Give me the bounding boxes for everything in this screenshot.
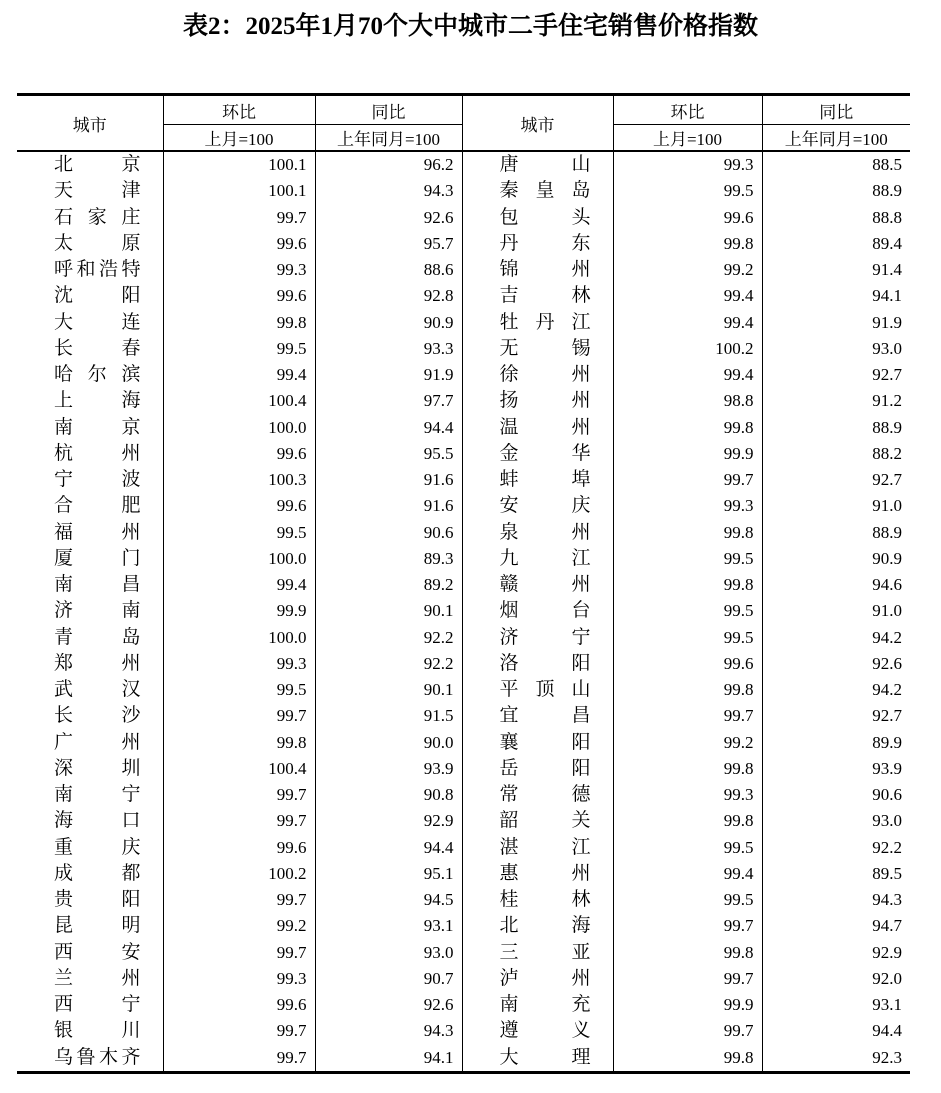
city-cell: 无锡	[462, 336, 613, 362]
yoy-value-cell: 93.1	[762, 992, 910, 1018]
yoy-value-cell: 88.6	[315, 257, 462, 283]
city-cell: 宜昌	[462, 703, 613, 729]
mom-value-cell: 99.6	[613, 651, 762, 677]
table-row	[17, 992, 910, 1018]
city-cell: 南京	[54, 416, 141, 438]
city-cell: 牡丹江	[462, 310, 613, 336]
mom-value-cell: 100.1	[163, 151, 315, 178]
city-cell: 长沙	[54, 705, 141, 727]
city-cell: 三亚	[462, 940, 613, 966]
mom-value-cell: 99.6	[163, 835, 315, 861]
yoy-value-cell: 91.4	[762, 257, 910, 283]
yoy-value-cell: 90.1	[315, 598, 462, 624]
mom-header-left: 环比	[163, 95, 315, 125]
mom-value-cell: 99.8	[613, 1045, 762, 1073]
city-cell: 重庆	[54, 836, 141, 858]
mom-value-cell: 99.7	[163, 1018, 315, 1044]
yoy-value-cell: 94.4	[315, 415, 462, 441]
mom-value-cell: 99.8	[613, 677, 762, 703]
yoy-value-cell: 92.6	[762, 651, 910, 677]
yoy-base-header-left: 上年同月=100	[315, 125, 462, 152]
yoy-value-cell: 91.9	[762, 310, 910, 336]
mom-value-cell: 99.5	[613, 887, 762, 913]
mom-value-cell: 99.8	[613, 940, 762, 966]
table-row	[17, 835, 910, 861]
city-cell: 西宁	[54, 994, 141, 1015]
mom-value-cell: 99.7	[613, 703, 762, 729]
mom-value-cell: 99.7	[613, 913, 762, 939]
yoy-value-cell: 93.3	[315, 336, 462, 362]
city-cell: 太原	[54, 232, 141, 254]
city-cell: 扬州	[462, 388, 613, 414]
mom-value-cell: 99.4	[163, 572, 315, 598]
table-row	[17, 467, 910, 493]
mom-value-cell: 99.4	[613, 861, 762, 887]
city-cell: 银川	[54, 1020, 141, 1042]
city-cell: 北海	[462, 913, 613, 939]
city-cell: 哈尔滨	[54, 364, 141, 385]
mom-value-cell: 99.7	[163, 205, 315, 231]
mom-value-cell: 100.0	[163, 415, 315, 441]
yoy-value-cell: 91.6	[315, 493, 462, 519]
yoy-header-left: 同比	[315, 95, 462, 125]
mom-value-cell: 99.9	[613, 441, 762, 467]
table-row	[17, 887, 910, 913]
city-cell: 济宁	[462, 625, 613, 651]
city-cell: 秦皇岛	[462, 178, 613, 204]
table-row	[17, 415, 910, 441]
yoy-value-cell: 88.9	[762, 520, 910, 546]
mom-value-cell: 99.8	[613, 231, 762, 257]
city-cell: 乌鲁木齐	[54, 1046, 141, 1068]
city-cell: 烟台	[462, 598, 613, 624]
mom-value-cell: 99.4	[613, 362, 762, 388]
city-cell: 唐山	[462, 151, 613, 178]
city-cell: 海口	[54, 810, 141, 832]
price-index-table	[17, 93, 910, 1074]
city-cell: 襄阳	[462, 730, 613, 756]
city-cell: 武汉	[54, 679, 141, 700]
city-header-right: 城市	[462, 95, 613, 152]
yoy-value-cell: 88.2	[762, 441, 910, 467]
city-cell: 锦州	[462, 257, 613, 283]
yoy-value-cell: 91.0	[762, 598, 910, 624]
city-cell: 郑州	[54, 652, 141, 674]
mom-base-header-left: 上月=100	[163, 125, 315, 152]
table-row	[17, 782, 910, 808]
city-cell: 贵阳	[54, 889, 141, 910]
mom-value-cell: 99.5	[613, 625, 762, 651]
table-row	[17, 940, 910, 966]
city-cell: 韶关	[462, 808, 613, 834]
city-cell: 常德	[462, 782, 613, 808]
mom-value-cell: 99.6	[163, 992, 315, 1018]
yoy-value-cell: 97.7	[315, 388, 462, 414]
yoy-value-cell: 90.6	[762, 782, 910, 808]
mom-value-cell: 99.8	[613, 808, 762, 834]
yoy-value-cell: 94.2	[762, 625, 910, 651]
mom-value-cell: 99.6	[163, 283, 315, 309]
table-row	[17, 493, 910, 519]
yoy-value-cell: 92.7	[762, 467, 910, 493]
city-cell: 九江	[462, 546, 613, 572]
yoy-value-cell: 94.7	[762, 913, 910, 939]
mom-value-cell: 99.2	[163, 913, 315, 939]
yoy-value-cell: 90.8	[315, 782, 462, 808]
table-row	[17, 362, 910, 388]
mom-value-cell: 99.6	[613, 205, 762, 231]
yoy-value-cell: 96.2	[315, 151, 462, 178]
mom-value-cell: 99.8	[613, 520, 762, 546]
yoy-value-cell: 93.1	[315, 913, 462, 939]
table-row	[17, 151, 910, 178]
table-row	[17, 310, 910, 336]
yoy-value-cell: 92.0	[762, 966, 910, 992]
mom-value-cell: 100.4	[163, 388, 315, 414]
yoy-value-cell: 95.7	[315, 231, 462, 257]
mom-value-cell: 100.0	[163, 625, 315, 651]
city-cell: 惠州	[462, 861, 613, 887]
yoy-value-cell: 90.7	[315, 966, 462, 992]
yoy-value-cell: 92.8	[315, 283, 462, 309]
table-row	[17, 231, 910, 257]
mom-value-cell: 99.4	[613, 283, 762, 309]
city-cell: 泸州	[462, 966, 613, 992]
table-header	[17, 95, 910, 152]
yoy-value-cell: 92.3	[762, 1045, 910, 1073]
mom-value-cell: 100.4	[163, 756, 315, 782]
mom-value-cell: 99.5	[613, 178, 762, 204]
city-cell: 深圳	[54, 757, 141, 779]
yoy-value-cell: 91.2	[762, 388, 910, 414]
city-cell: 遵义	[462, 1018, 613, 1044]
table-row	[17, 756, 910, 782]
mom-value-cell: 99.9	[613, 992, 762, 1018]
mom-value-cell: 100.1	[163, 178, 315, 204]
mom-value-cell: 100.2	[163, 861, 315, 887]
mom-value-cell: 99.3	[163, 257, 315, 283]
yoy-value-cell: 89.5	[762, 861, 910, 887]
page-title: 表2：2025年1月70个大中城市二手住宅销售价格指数	[182, 13, 758, 40]
yoy-value-cell: 92.9	[315, 808, 462, 834]
table-row	[17, 546, 910, 572]
city-cell: 包头	[462, 205, 613, 231]
yoy-value-cell: 89.2	[315, 572, 462, 598]
city-cell: 安庆	[462, 493, 613, 519]
city-cell: 蚌埠	[462, 467, 613, 493]
city-cell: 大连	[54, 311, 141, 333]
mom-value-cell: 99.4	[163, 362, 315, 388]
city-cell: 西安	[54, 941, 141, 963]
mom-value-cell: 99.7	[613, 1018, 762, 1044]
city-cell: 南充	[462, 992, 613, 1018]
mom-value-cell: 99.8	[163, 730, 315, 756]
yoy-base-header-right: 上年同月=100	[762, 125, 910, 152]
yoy-value-cell: 91.6	[315, 467, 462, 493]
city-header-left: 城市	[17, 95, 163, 152]
yoy-value-cell: 88.8	[762, 205, 910, 231]
table-row	[17, 677, 910, 703]
city-cell: 上海	[54, 390, 141, 412]
table-row	[17, 913, 910, 939]
yoy-value-cell: 94.4	[315, 835, 462, 861]
table-row	[17, 625, 910, 651]
mom-value-cell: 99.6	[163, 441, 315, 467]
city-cell: 南昌	[54, 574, 141, 595]
yoy-value-cell: 94.2	[762, 677, 910, 703]
table-row	[17, 861, 910, 887]
city-cell: 温州	[462, 415, 613, 441]
city-cell: 济南	[54, 600, 141, 622]
mom-value-cell: 99.8	[613, 415, 762, 441]
city-cell: 合肥	[54, 495, 141, 517]
yoy-value-cell: 92.6	[315, 205, 462, 231]
table-row	[17, 520, 910, 546]
yoy-value-cell: 94.1	[762, 283, 910, 309]
mom-value-cell: 99.6	[163, 231, 315, 257]
table-row	[17, 205, 910, 231]
yoy-value-cell: 94.1	[315, 1045, 462, 1073]
mom-value-cell: 99.2	[613, 257, 762, 283]
mom-value-cell: 99.7	[163, 1045, 315, 1073]
yoy-value-cell: 90.0	[315, 730, 462, 756]
mom-value-cell: 100.0	[163, 546, 315, 572]
mom-value-cell: 99.7	[613, 966, 762, 992]
mom-value-cell: 99.8	[613, 572, 762, 598]
mom-base-header-right: 上月=100	[613, 125, 762, 152]
table-row	[17, 388, 910, 414]
mom-value-cell: 99.4	[613, 310, 762, 336]
mom-value-cell: 99.5	[163, 336, 315, 362]
mom-value-cell: 99.3	[613, 151, 762, 178]
yoy-value-cell: 89.4	[762, 231, 910, 257]
table-row	[17, 1018, 910, 1044]
yoy-value-cell: 88.9	[762, 415, 910, 441]
mom-value-cell: 99.5	[613, 598, 762, 624]
city-cell: 桂林	[462, 887, 613, 913]
yoy-value-cell: 92.9	[762, 940, 910, 966]
yoy-value-cell: 91.0	[762, 493, 910, 519]
yoy-value-cell: 89.9	[762, 730, 910, 756]
yoy-value-cell: 93.9	[315, 756, 462, 782]
table-row	[17, 572, 910, 598]
mom-value-cell: 99.7	[163, 808, 315, 834]
city-cell: 沈阳	[54, 285, 141, 307]
mom-value-cell: 99.5	[163, 677, 315, 703]
city-cell: 泉州	[462, 520, 613, 546]
yoy-value-cell: 89.3	[315, 546, 462, 572]
mom-value-cell: 99.7	[163, 703, 315, 729]
table-row	[17, 730, 910, 756]
city-cell: 大理	[462, 1045, 613, 1073]
mom-value-cell: 99.5	[163, 520, 315, 546]
city-cell: 丹东	[462, 231, 613, 257]
mom-value-cell: 100.3	[163, 467, 315, 493]
city-cell: 昆明	[54, 915, 141, 937]
table-row	[17, 651, 910, 677]
city-cell: 南宁	[54, 784, 141, 805]
yoy-value-cell: 93.0	[762, 336, 910, 362]
mom-value-cell: 99.5	[613, 546, 762, 572]
yoy-value-cell: 90.9	[762, 546, 910, 572]
yoy-value-cell: 92.2	[315, 651, 462, 677]
yoy-value-cell: 88.9	[762, 178, 910, 204]
mom-value-cell: 99.7	[613, 467, 762, 493]
mom-value-cell: 99.7	[163, 887, 315, 913]
city-cell: 兰州	[54, 967, 141, 989]
table-body	[17, 151, 910, 1072]
yoy-value-cell: 93.0	[315, 940, 462, 966]
mom-value-cell: 99.2	[613, 730, 762, 756]
city-cell: 洛阳	[462, 651, 613, 677]
city-cell: 福州	[54, 521, 141, 543]
yoy-value-cell: 91.5	[315, 703, 462, 729]
yoy-value-cell: 93.9	[762, 756, 910, 782]
mom-value-cell: 99.3	[163, 966, 315, 992]
city-cell: 徐州	[462, 362, 613, 388]
table-row	[17, 336, 910, 362]
city-cell: 赣州	[462, 572, 613, 598]
city-cell: 青岛	[54, 626, 141, 648]
yoy-value-cell: 92.6	[315, 992, 462, 1018]
yoy-value-cell: 90.6	[315, 520, 462, 546]
city-cell: 杭州	[54, 442, 141, 464]
table-row	[17, 257, 910, 283]
city-cell: 吉林	[462, 283, 613, 309]
yoy-value-cell: 92.2	[762, 835, 910, 861]
mom-value-cell: 99.6	[163, 493, 315, 519]
table-row	[17, 966, 910, 992]
city-cell: 宁波	[54, 469, 141, 490]
yoy-value-cell: 94.3	[315, 178, 462, 204]
table-row	[17, 808, 910, 834]
yoy-value-cell: 92.2	[315, 625, 462, 651]
city-cell: 岳阳	[462, 756, 613, 782]
yoy-header-right: 同比	[762, 95, 910, 125]
mom-value-cell: 100.2	[613, 336, 762, 362]
yoy-value-cell: 91.9	[315, 362, 462, 388]
city-cell: 成都	[54, 862, 141, 884]
mom-header-right: 环比	[613, 95, 762, 125]
yoy-value-cell: 88.5	[762, 151, 910, 178]
yoy-value-cell: 94.6	[762, 572, 910, 598]
table-row	[17, 283, 910, 309]
mom-value-cell: 99.8	[163, 310, 315, 336]
yoy-value-cell: 93.0	[762, 808, 910, 834]
yoy-value-cell: 90.9	[315, 310, 462, 336]
table-row	[17, 1045, 910, 1073]
city-cell: 厦门	[54, 547, 141, 569]
table-row	[17, 441, 910, 467]
mom-value-cell: 99.7	[163, 940, 315, 966]
yoy-value-cell: 95.1	[315, 861, 462, 887]
mom-value-cell: 99.5	[613, 835, 762, 861]
city-cell: 天津	[54, 180, 141, 202]
yoy-value-cell: 94.5	[315, 887, 462, 913]
header-row-top	[17, 95, 910, 125]
yoy-value-cell: 92.7	[762, 703, 910, 729]
city-cell: 湛江	[462, 835, 613, 861]
city-cell: 北京	[54, 154, 141, 175]
city-cell: 平顶山	[462, 677, 613, 703]
mom-value-cell: 99.9	[163, 598, 315, 624]
yoy-value-cell: 94.3	[762, 887, 910, 913]
table-row	[17, 703, 910, 729]
city-cell: 呼和浩特	[54, 259, 141, 280]
mom-value-cell: 99.8	[613, 756, 762, 782]
yoy-value-cell: 95.5	[315, 441, 462, 467]
yoy-value-cell: 94.3	[315, 1018, 462, 1044]
yoy-value-cell: 92.7	[762, 362, 910, 388]
city-cell: 广州	[54, 731, 141, 753]
table-row	[17, 178, 910, 204]
yoy-value-cell: 94.4	[762, 1018, 910, 1044]
city-cell: 长春	[54, 337, 141, 359]
mom-value-cell: 99.3	[163, 651, 315, 677]
mom-value-cell: 99.3	[613, 493, 762, 519]
mom-value-cell: 99.3	[613, 782, 762, 808]
mom-value-cell: 99.7	[163, 782, 315, 808]
city-cell: 石家庄	[54, 206, 141, 228]
yoy-value-cell: 90.1	[315, 677, 462, 703]
mom-value-cell: 98.8	[613, 388, 762, 414]
city-cell: 金华	[462, 441, 613, 467]
table-row	[17, 598, 910, 624]
